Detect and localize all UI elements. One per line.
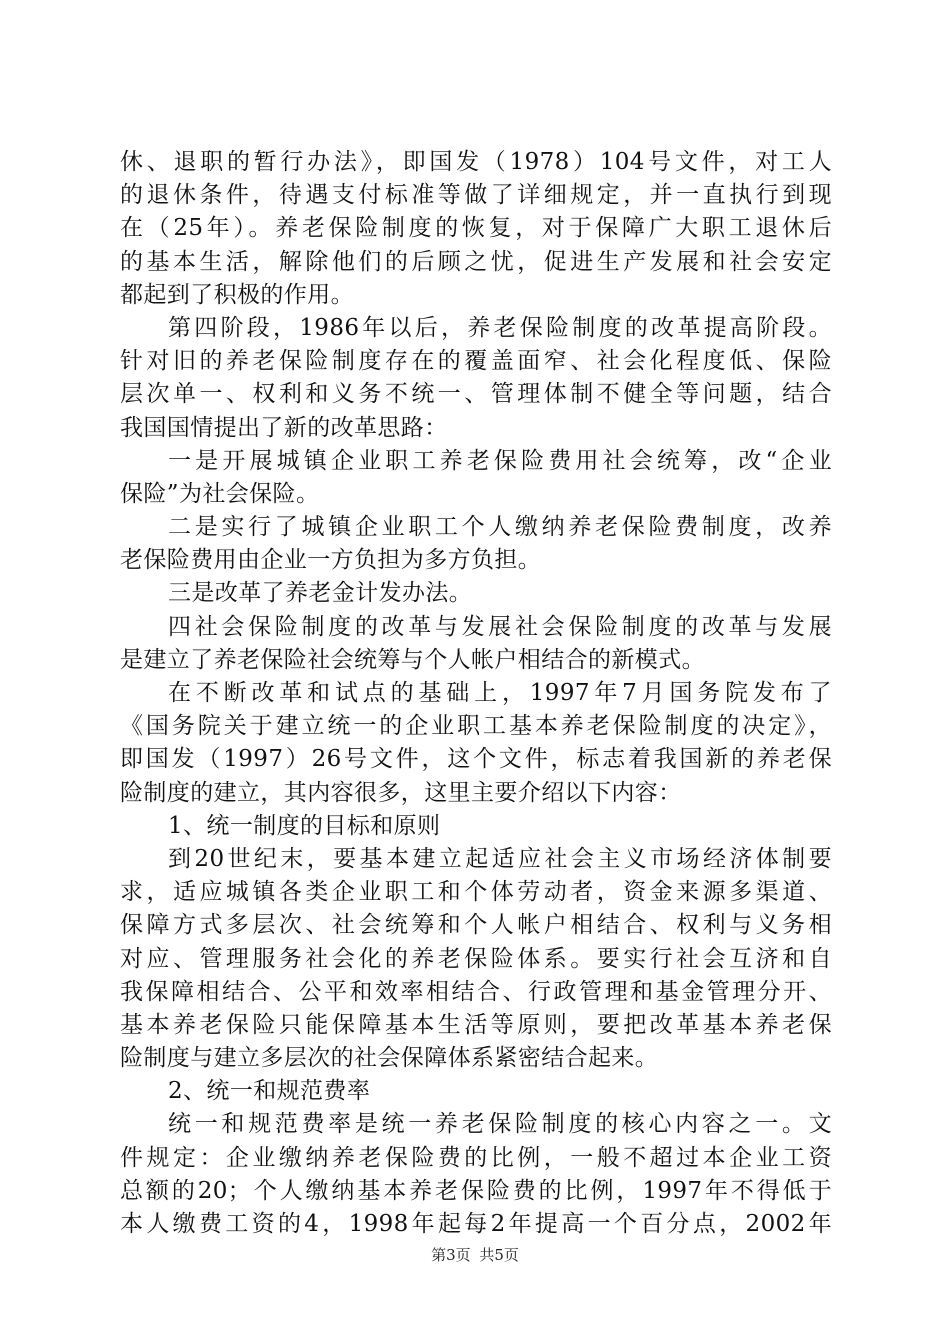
page-total: 共5页	[479, 1246, 519, 1264]
text-line: 我国国情提出了新的改革思路：	[120, 414, 448, 441]
text-line: 件规定：企业缴纳养老保险费的比例，一般不超过本企业工资	[120, 1144, 832, 1171]
text-line: 休、退职的暂行办法》，即国发（1978）104号文件，对工人	[120, 149, 832, 175]
text-line: 在（25年）。养老保险制度的恢复，对于保障广大职工退休后	[120, 215, 832, 242]
document-body	[120, 146, 832, 1241]
text-line: 第四阶段，1986年以后，养老保险制度的改革提高阶段。	[168, 314, 832, 341]
text-line: 的基本生活，解除他们的后顾之忧，促进生产发展和社会安定	[120, 248, 832, 275]
text-line: 本人缴费工资的4，1998年起每2年提高一个百分点，2002年	[120, 1211, 832, 1237]
text-line: 都起到了积极的作用。	[120, 281, 354, 308]
text-line: 保障方式多层次、社会统筹和个人帐户相结合、权利与义务相	[120, 912, 832, 939]
text-line: 求，适应城镇各类企业职工和个体劳动者，资金来源多渠道、	[120, 879, 832, 906]
text-line: 2、统一和规范费率	[168, 1078, 371, 1105]
text-line: 基本养老保险只能保障基本生活等原则，要把改革基本养老保	[120, 1011, 832, 1038]
text-line: 二是实行了城镇企业职工个人缴纳养老保险费制度，改养	[168, 514, 832, 541]
text-line: 险制度的建立，其内容很多，这里主要介绍以下内容：	[120, 779, 682, 806]
page-number: 第3页	[431, 1246, 471, 1264]
text-line: 四社会保险制度的改革与发展社会保险制度的改革与发展	[168, 613, 832, 640]
text-line: 1、统一制度的目标和原则	[168, 812, 441, 839]
text-line: 老保险费用由企业一方负担为多方负担。	[120, 547, 542, 574]
text-line: 层次单一、权利和义务不统一、管理体制不健全等问题，结合	[120, 381, 832, 408]
text-line: 我保障相结合、公平和效率相结合、行政管理和基金管理分开、	[120, 978, 832, 1005]
page-footer	[0, 1244, 950, 1265]
text-line: 《国务院关于建立统一的企业职工基本养老保险制度的决定》，	[120, 713, 832, 740]
text-line: 在不断改革和试点的基础上，1997年7月国务院发布了	[168, 680, 832, 706]
text-line: 一是开展城镇企业职工养老保险费用社会统筹，改“企业	[168, 447, 832, 474]
text-line: 的退休条件，待遇支付标准等做了详细规定，并一直执行到现	[120, 182, 832, 209]
text-line: 即国发（1997）26号文件，这个文件，标志着我国新的养老保	[120, 746, 832, 773]
text-line: 到20世纪末，要基本建立起适应社会主义市场经济体制要	[168, 845, 832, 872]
text-line: 总额的20；个人缴纳基本养老保险费的比例，1997年不得低于	[120, 1177, 832, 1204]
text-line: 保险”为社会保险。	[120, 480, 320, 507]
text-line: 统一和规范费率是统一养老保险制度的核心内容之一。文	[168, 1111, 832, 1138]
text-line: 险制度与建立多层次的社会保障体系紧密结合起来。	[120, 1045, 659, 1072]
text-line: 三是改革了养老金计发办法。	[168, 580, 473, 607]
text-line: 对应、管理服务社会化的养老保险体系。要实行社会互济和自	[120, 945, 832, 972]
text-line: 针对旧的养老保险制度存在的覆盖面窄、社会化程度低、保险	[120, 348, 832, 375]
text-line: 是建立了养老保险社会统筹与个人帐户相结合的新模式。	[120, 646, 705, 673]
